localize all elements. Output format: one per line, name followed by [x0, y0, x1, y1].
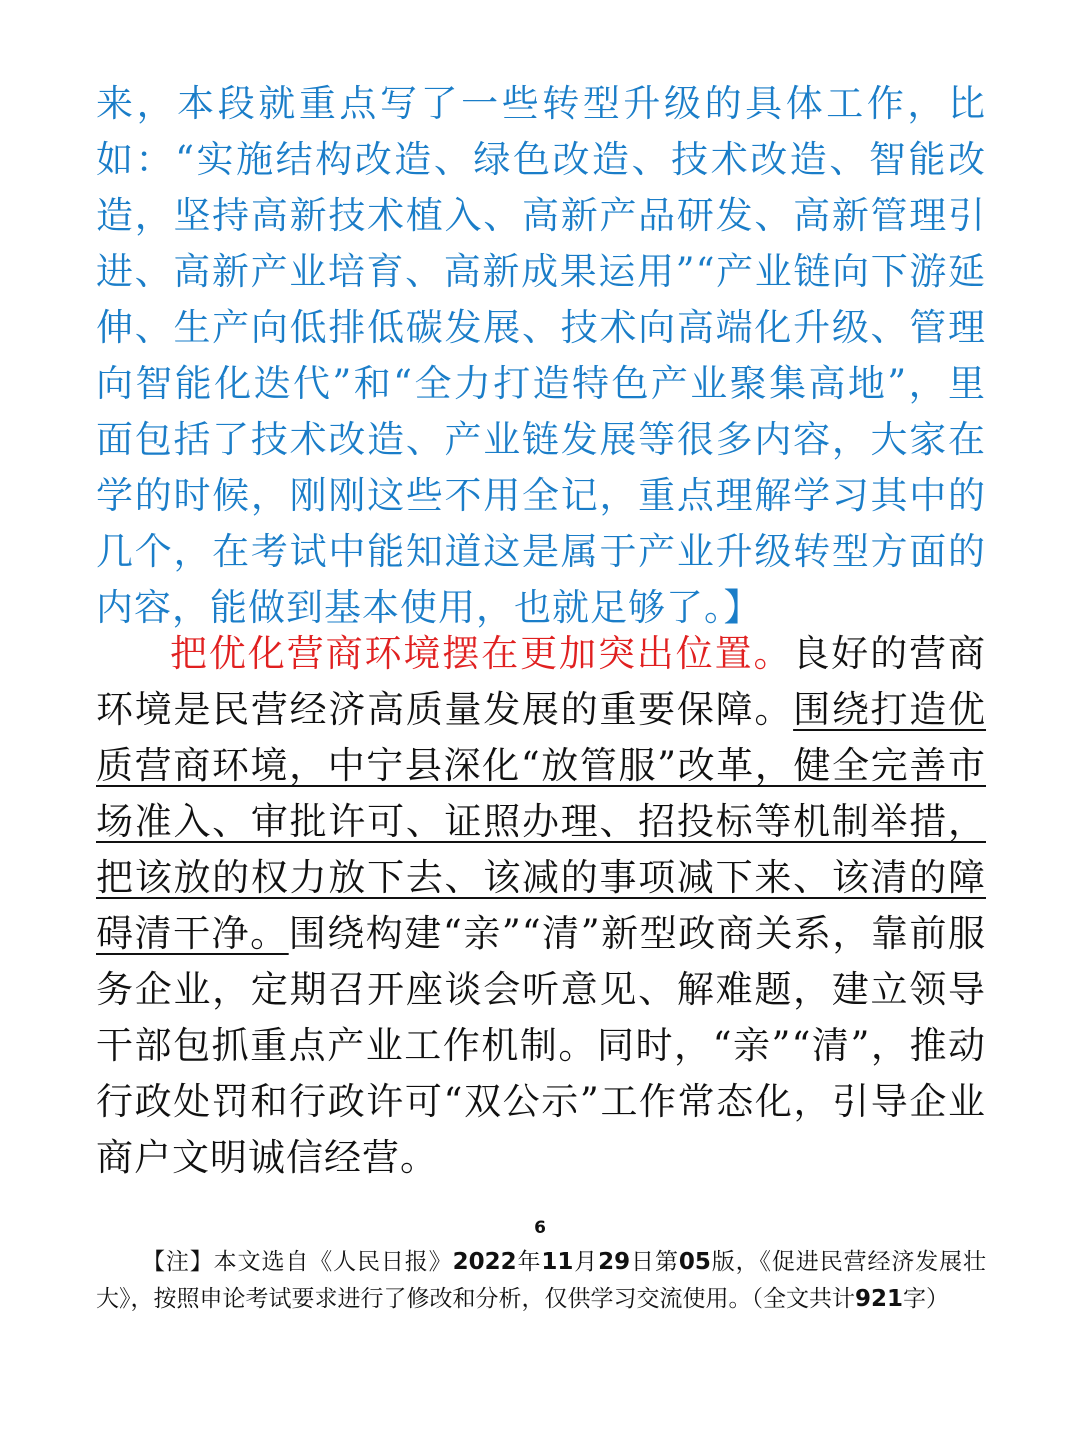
footnote-year: 2022 [452, 1249, 517, 1275]
footnote-text: 【注】本文选自《人民日报》 [142, 1249, 453, 1275]
section-heading: 把优化营商环境摆在更加突出位置。 [170, 632, 793, 675]
footnote-edition: 05 [678, 1249, 711, 1275]
analysis-commentary: 来，本段就重点写了一些转型升级的具体工作，比如：“实施结构改造、绿色改造、技术改造、智能改造，坚持高新技术植入、高新产品研发、高新管理引进、高新产业培育、高新成果运用”“产业链向下游延伸、生产向低排低碳发展、技术向高端化升级、管理向智能化迭代”和“全力打造特色产业聚集高地”，里面包括了技术改造、产业链发展等很多内容，大家在学的时候，刚刚这些不用全记，重点理解学习其中的几个，在考试中能知道这是属于产业升级转型方面的内容，能做到基本使用，也就足够了。】 [96, 82, 986, 629]
underlined-key-passage: 围绕打造优质营商环境，中宁县深化“放管服”改革，健全完善市场准入、审批许可、证照办理、招投标等机制举措，把该放的权力放下去、该减的事项减下来、该清的障碍清干净。 [96, 688, 987, 955]
page-number: 6 [534, 1218, 546, 1238]
footnote-text: 版，《促进民营经济发展壮大》，按照申论考试要求进行了修改和分析，仅供学习交流使用。（全文共计 [96, 1249, 987, 1312]
paragraph-body: 围绕构建“亲”“清”新型政商关系，靠前服务企业，定期召开座谈会听意见、解难题，建立领导干部包抓重点产业工作机制。同时，“亲”“清”，推动行政处罚和行政许可“双公示”工作常态化，引导企业商户文明诚信经营。 [96, 912, 986, 1179]
footnote-word-count: 921 [855, 1286, 904, 1312]
footnote-text: 月 [573, 1249, 599, 1275]
main-paragraph [96, 626, 986, 1186]
topic-sentence: 良好的营商环境是民营经济高质量发展的重要保障。 [96, 632, 987, 731]
footnote-month: 11 [541, 1249, 574, 1275]
footnote-text: 年 [516, 1249, 542, 1275]
footnote-text: 日第 [630, 1249, 679, 1275]
source-footnote [96, 1244, 986, 1318]
footnote-day: 29 [598, 1249, 631, 1275]
footnote-text: 字） [903, 1286, 950, 1312]
